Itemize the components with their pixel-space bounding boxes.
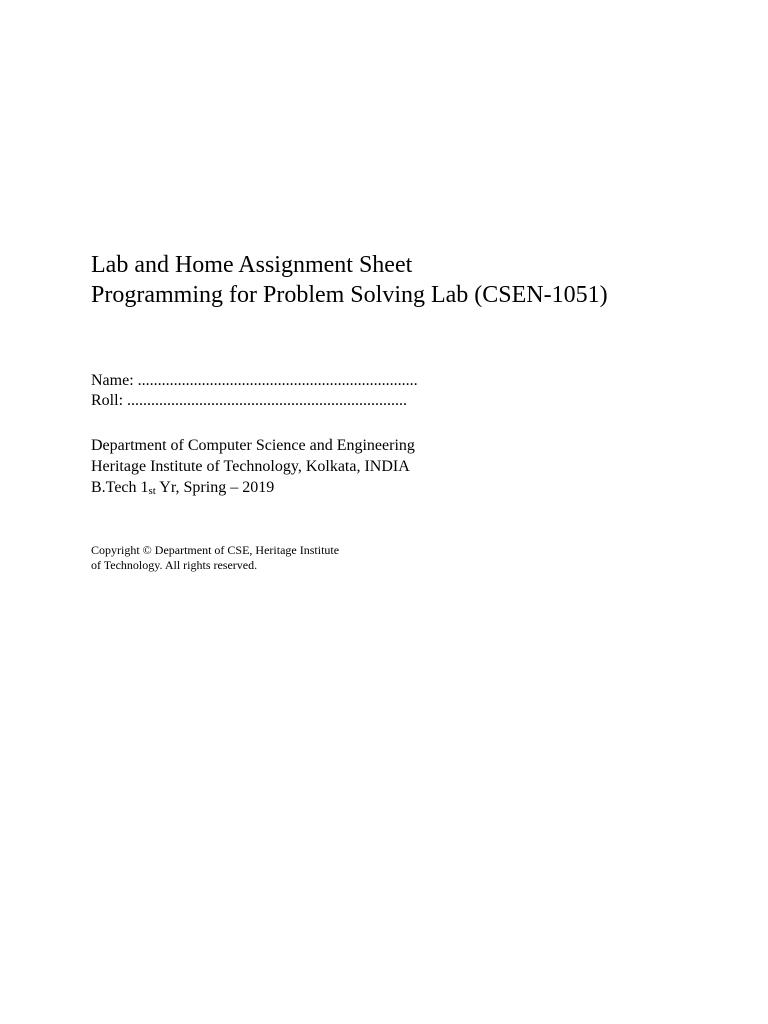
copyright-line-1: Copyright © Department of CSE, Heritage Institute bbox=[91, 543, 340, 557]
ordinal-suffix: st bbox=[148, 485, 156, 497]
roll-blank: ...................................................................... bbox=[127, 392, 408, 409]
student-fields bbox=[91, 371, 731, 411]
title-block bbox=[91, 250, 731, 310]
name-blank: ...................................................................... bbox=[137, 372, 418, 389]
name-label: Name: bbox=[91, 372, 134, 389]
program-suffix: Yr, Spring – 2019 bbox=[155, 479, 275, 496]
program-year bbox=[91, 477, 731, 500]
copyright-notice bbox=[91, 543, 411, 573]
copyright-line-2: of Technology. All rights reserved. bbox=[91, 558, 258, 572]
roll-label: Roll: bbox=[91, 392, 124, 409]
name-field bbox=[91, 371, 731, 391]
department-block bbox=[91, 435, 731, 500]
department-name: Department of Computer Science and Engineering bbox=[91, 437, 415, 454]
course-title: Programming for Problem Solving Lab (CSEN-1051) bbox=[91, 282, 608, 308]
roll-field bbox=[91, 391, 731, 411]
institute-name: Heritage Institute of Technology, Kolkata, INDIA bbox=[91, 458, 410, 475]
document-title: Lab and Home Assignment Sheet bbox=[91, 252, 413, 278]
program-prefix: B.Tech 1 bbox=[91, 479, 149, 496]
